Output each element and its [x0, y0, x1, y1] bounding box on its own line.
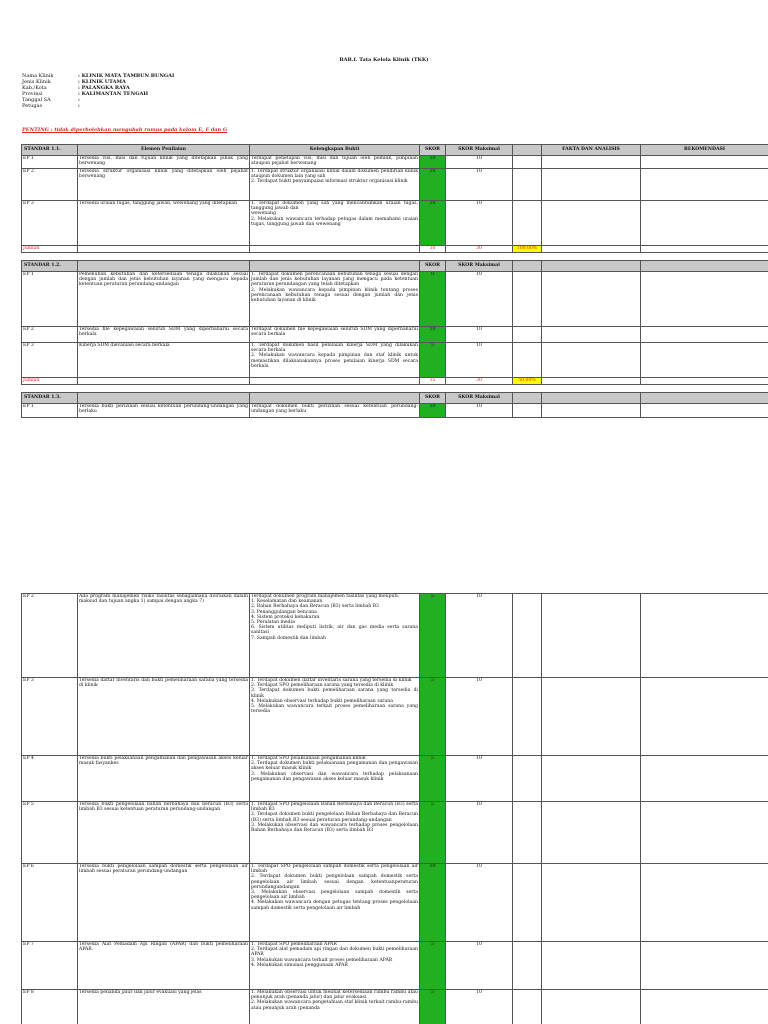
info-value: :: [78, 103, 80, 109]
spacer-row: [22, 253, 768, 261]
ep-cell: EP 5: [22, 802, 78, 864]
document-title: BAB.I. Tata Kelola Klinik (TKK): [339, 57, 429, 63]
elemen-cell: Tersedia uraian tugas, tanggung jawab, wewenang yang ditetapkan: [78, 201, 250, 246]
bukti-cell: Terdapat penetapan visi, misi dan tujuan oleh pemilik, pimpinan ataupun pejabat berwenang: [250, 156, 420, 169]
standard-name: STANDAR 1.3.: [22, 393, 78, 404]
ep-cell: EP 4: [22, 756, 78, 802]
empty-cell: [250, 378, 420, 385]
spacer-cell: [542, 385, 641, 393]
rekomendasi-cell: [641, 201, 768, 246]
empty-cell: [513, 594, 542, 678]
header-skor-maks: SKOR Maksimal: [446, 145, 513, 156]
info-row: [22, 103, 174, 109]
bukti-cell: Terdapat dokumen bukti perizinan sesuai ketentuan perundang-undangan yang berlaku: [250, 404, 420, 418]
max-score-cell: 10: [446, 802, 513, 864]
elemen-cell: Tersedia bukti perizinan sesuai ketentuan perundang-undangan yang berlaku: [78, 404, 250, 418]
header-blank: [250, 261, 420, 272]
info-value: : KALIMANTAN TENGAH: [78, 91, 149, 97]
sum-row: [22, 246, 768, 253]
percentage-badge: 100.00%: [513, 246, 542, 253]
rekomendasi-cell: [641, 327, 768, 343]
score-cell: 10: [420, 404, 446, 418]
rekomendasi-cell: [641, 942, 768, 990]
header-blank: [641, 393, 768, 404]
table-row: [22, 802, 768, 864]
elemen-cell: Tersedia bukti pengelolaan sampah domestik serta pengelolaan air limbah sesuai peraturan perundang-undangan: [78, 864, 250, 942]
table-row: [22, 201, 768, 246]
header-fakta: FAKTA DAN ANALISIS: [542, 145, 641, 156]
empty-cell: [513, 864, 542, 942]
ep-cell: EP 3: [22, 201, 78, 246]
bukti-cell: 1. Terdapat dokumen perencanaan kebutuhan tenaga sesuai dengan jumlah dan jenis kebutuhan layanan yang mengacu pada ketentuan peraturan perundangan yang telah ditetapkan 2. Melakukan wawancara kepada pimpinan klinik tentang proses perencanaan kebutuhan tenaga sesuai dengan jumlah dan jenis kebutuhan layanan di klinik: [250, 272, 420, 327]
standard-name: STANDAR 1.2.: [22, 261, 78, 272]
max-score-cell: 10: [446, 343, 513, 378]
score-cell: 10: [420, 864, 446, 942]
empty-cell: [641, 378, 768, 385]
empty-cell: [513, 272, 542, 327]
rekomendasi-cell: [641, 802, 768, 864]
score-cell: 0: [420, 272, 446, 327]
fakta-cell: [542, 343, 641, 378]
max-score-cell: 10: [446, 594, 513, 678]
info-label: Jenis Klinik: [22, 79, 51, 85]
score-cell: 5: [420, 802, 446, 864]
empty-cell: [78, 378, 250, 385]
empty-cell: [513, 343, 542, 378]
spacer-cell: [641, 253, 768, 261]
spacer-cell: [542, 253, 641, 261]
table-row: [22, 942, 768, 990]
warning-note: PENTING : tidak diperbolehkan mengubah rumus pada kolom E, F dan G: [22, 127, 228, 133]
max-score-cell: 10: [446, 864, 513, 942]
empty-cell: [542, 378, 641, 385]
empty-cell: [513, 169, 542, 201]
elemen-cell: Tersedia file kepegawaian seluruh SDM yang diperbaharui secara berkala: [78, 327, 250, 343]
empty-cell: [513, 156, 542, 169]
rekomendasi-cell: [641, 272, 768, 327]
bukti-cell: 1. Terdapat dokumen hasil penilaian kinerja SDM yang dilakukan secara berkala 2. Melakukan wawancara kepada pimpinan dan staf klinik untuk memastikan dilaksanakannya proses penilaian kinerja SDM secara berkala: [250, 343, 420, 378]
fakta-cell: [542, 802, 641, 864]
score-cell: 10: [420, 327, 446, 343]
spacer-cell: [420, 253, 446, 261]
header-skor: SKOR: [420, 393, 446, 404]
spacer-cell: [420, 385, 446, 393]
spacer-cell: [446, 385, 513, 393]
elemen-cell: Tersedia Alat Pemadam Api Ringan (APAR) dan bukti pemeliharaan APAR.: [78, 942, 250, 990]
fakta-cell: [542, 756, 641, 802]
max-score-cell: 10: [446, 169, 513, 201]
max-score-cell: 10: [446, 201, 513, 246]
elemen-cell: Pemenuhan kebutuhan dan ketersediaan tenaga dilakukan sesuai dengan jumlah dan jenis kebutuhan layanan yang mengacu kepada ketentuan peraturan perundang-undangan: [78, 272, 250, 327]
spacer-row: [22, 385, 768, 393]
info-label: Kab./Kota: [22, 85, 47, 91]
bukti-cell: 1. Terdapat struktur organisasi klinik dalam dokumen pendirian klinik ataupun dokumen lain yang sah 2. Terdapat bukti penyampaian informasi struktur organisasi klinik: [250, 169, 420, 201]
fakta-cell: [542, 201, 641, 246]
table-row: [22, 990, 768, 1024]
info-label: Nama Klinik: [22, 73, 54, 79]
header-blank: [641, 261, 768, 272]
elemen-cell: Tersedia daftar inventaris dan bukti pemeliharaan sarana yang tersedia di klinik: [78, 678, 250, 756]
info-label: Tanggal SA: [22, 97, 51, 103]
score-cell: 5: [420, 942, 446, 990]
max-score-cell: 10: [446, 156, 513, 169]
spacer-cell: [22, 253, 78, 261]
score-cell: 5: [420, 594, 446, 678]
score-cell: 10: [420, 169, 446, 201]
header-skor: SKOR: [420, 145, 446, 156]
fakta-cell: [542, 327, 641, 343]
score-cell: 5: [420, 678, 446, 756]
sum-score: 30: [420, 246, 446, 253]
ep-cell: EP 1: [22, 156, 78, 169]
sum-label: Jumlah: [22, 378, 78, 385]
spacer-cell: [513, 385, 542, 393]
fakta-cell: [542, 404, 641, 418]
max-score-cell: 10: [446, 272, 513, 327]
empty-cell: [641, 246, 768, 253]
fakta-cell: [542, 678, 641, 756]
spacer-cell: [78, 385, 250, 393]
standard-header-row: [22, 261, 768, 272]
rekomendasi-cell: [641, 678, 768, 756]
standard-header-row: [22, 145, 768, 156]
bukti-cell: 1. Terdapat SPO pengelolaan Bahan Berbahaya dan Beracun (B3) serta limbah B3 2. Terdapat dokumen bukti pengelolaan Bahan Berbahaya dan Beracun (B3) serta limbah B3 sesuai peraturan perundang-undangan 3. Melakukan observasi dan wawancara terhadap proses pengelolaan Bahan Berbahaya dan Beracun (B3) serta limbah B3: [250, 802, 420, 864]
table-row: [22, 327, 768, 343]
assessment-table-continued: [21, 593, 768, 1024]
elemen-cell: Tersedia bukti pelaksanaan pengamanan dan pengawasan akses keluar masuk fasyankes: [78, 756, 250, 802]
bukti-cell: 1. Terdapat SPO pengelolaan sampah domestik serta pengelolaan air limbah 2. Terdapat dokumen bukti pengelolaan sampah domestik serta pengelolaan air limbah sesuai dengan ketentuanperaturan perundangundangan 3. Melakukan observasi pengelolaan sampah domestik serta pengelolaan air limbah 4. Melakukan wawancara dengan petugas tentang proses pengelolaan sampah domestik serta pengelolaan air limbah: [250, 864, 420, 942]
table-row: [22, 272, 768, 327]
header-blank: [542, 261, 641, 272]
elemen-cell: Tersedia visi, misi dan tujuan klinik yang ditetapkan pihak yang berwenang: [78, 156, 250, 169]
table-row: [22, 594, 768, 678]
ep-cell: EP 3: [22, 343, 78, 378]
info-value: : KLINIK MATA TAMBUN BUNGAI: [78, 73, 175, 79]
elemen-cell: Tersedia struktur organisasi klinik yang ditetapkan oleh pejabat berwenang: [78, 169, 250, 201]
page-1: [0, 0, 768, 480]
empty-cell: [513, 678, 542, 756]
spacer-cell: [78, 253, 250, 261]
ep-cell: EP 7: [22, 942, 78, 990]
sum-max-score: 30: [446, 378, 513, 385]
empty-cell: [513, 942, 542, 990]
sum-row: [22, 378, 768, 385]
spacer-cell: [250, 385, 420, 393]
score-cell: 10: [420, 201, 446, 246]
bukti-cell: Terdapat dokumen file kepegawaian seluruh SDM yang diperbaharui secara berkala: [250, 327, 420, 343]
table-row: [22, 404, 768, 418]
empty-cell: [513, 990, 542, 1024]
rekomendasi-cell: [641, 343, 768, 378]
header-skor-maks: SKOR Maksimal: [446, 261, 513, 272]
ep-cell: EP 8: [22, 990, 78, 1024]
table-row: [22, 864, 768, 942]
empty-cell: [250, 246, 420, 253]
ep-cell: EP 2: [22, 594, 78, 678]
table-row: [22, 156, 768, 169]
empty-cell: [542, 246, 641, 253]
sum-label: Jumlah: [22, 246, 78, 253]
fakta-cell: [542, 942, 641, 990]
header-bukti: Kelengkapan Bukti: [250, 145, 420, 156]
header-blank: [542, 393, 641, 404]
header-elemen: Elemen Penilaian: [78, 145, 250, 156]
header-blank: [513, 393, 542, 404]
bukti-cell: 1. Terdapat SPO pelaksanaan pengamanan klinik 2. Terdapat dokumen bukti pelaksanaan pengamanan dan pengawasan akses keluar masuk klinik 3. Melakukan observasi dan wawancara terhadap pelaksanaan pengamanan dan pengawasan akses keluar masuk klinik: [250, 756, 420, 802]
header-skor-maks: SKOR Maksimal: [446, 393, 513, 404]
bukti-cell: 1. Terdapat dokumen yang sah yang mencantumkan uraian tugas, tanggung jawab dan wewenang 2. Melakukan wawancara terhadap petugas dalam memahami uraian tugas, tanggung jawab dan wewenang: [250, 201, 420, 246]
bukti-cell: 1. Melakukan observasi untuk melihat ketersediaan rambu rambu atau penunjuk arah (penanda jalur) dan jalur evakuasi 2. Melakukan wawancara pengetahuan staf klinik terkait rambu-rambu atau penunjuk arah (penanda: [250, 990, 420, 1024]
header-blank: [513, 145, 542, 156]
rekomendasi-cell: [641, 864, 768, 942]
ep-cell: EP 2: [22, 327, 78, 343]
sum-score: 15: [420, 378, 446, 385]
fakta-cell: [542, 594, 641, 678]
fakta-cell: [542, 169, 641, 201]
max-score-cell: 10: [446, 756, 513, 802]
bukti-cell: 1. Terdapat dokumen daftar inventaris sarana yang tersedia di klinik 2. Terdapat SPO pemeliharaan sarana yang tersedia di klinik 3. Terdapat dokumen bukti pemeliharaan sarana yang tersedia di klinik 4. Melakukan observasi terhadap bukti pemeliharaan sarana 5. Melakukan wawancara terkait proses pemeliharaan sarana yang tersedia: [250, 678, 420, 756]
header-rekomendasi: REKOMENDASI: [641, 145, 768, 156]
max-score-cell: 10: [446, 327, 513, 343]
percentage-badge: 50.00%: [513, 378, 542, 385]
empty-cell: [513, 404, 542, 418]
header-blank: [78, 261, 250, 272]
ep-cell: EP 1: [22, 404, 78, 418]
spacer-cell: [22, 385, 78, 393]
standard-name: STANDAR 1.1.: [22, 145, 78, 156]
info-value: : KLINIK UTAMA: [78, 79, 126, 85]
rekomendasi-cell: [641, 756, 768, 802]
elemen-cell: Tersedia bukti pengelolaan bahan berbahaya dan beracun (B3) serta limbah B3 sesuai ketentuan peraturan perundang-undangan: [78, 802, 250, 864]
ep-cell: EP 3: [22, 678, 78, 756]
table-row: [22, 756, 768, 802]
sum-max-score: 30: [446, 246, 513, 253]
spacer-cell: [641, 385, 768, 393]
elemen-cell: Tersedia penanda jalur dan jalur evakuasi yang jelas: [78, 990, 250, 1024]
rekomendasi-cell: [641, 594, 768, 678]
header-blank: [78, 393, 250, 404]
table-row: [22, 678, 768, 756]
ep-cell: EP 2: [22, 169, 78, 201]
elemen-cell: Ada program manajemen risiko fasilitas sebagaimana diuraikan dalam maksud dan tujuan angka 1) sampai dengan angka 7): [78, 594, 250, 678]
rekomendasi-cell: [641, 169, 768, 201]
header-skor: SKOR: [420, 261, 446, 272]
max-score-cell: 10: [446, 990, 513, 1024]
score-cell: 5: [420, 343, 446, 378]
clinic-info: [22, 73, 174, 109]
info-value: :: [78, 97, 80, 103]
ep-cell: EP 6: [22, 864, 78, 942]
empty-cell: [513, 756, 542, 802]
bukti-cell: Terdapat dokumen program manajemen fasilitas yang meliputi: 1. Keselamatan dan keamanan 2. Bahan Berbahaya dan Beracun (B3) serta limbah B3 3. Penanggulangan bencana 4. Sistem proteksi kebakaran 5. Peralatan media 6. Sistem utilitas meliputi listrik, air dan gas media serta sarana sanitasi 7. Sampah domestik dan limbah: [250, 594, 420, 678]
page-2: [0, 590, 768, 1024]
fakta-cell: [542, 156, 641, 169]
score-cell: 10: [420, 156, 446, 169]
max-score-cell: 10: [446, 404, 513, 418]
bukti-cell: 1. Terdapat SPO pemeliharaan APAR 2. Terdapat alat pemadam api ringan dan dokumen bukti pemeliharaan APAR 3. Melakukan wawancara terkait proses pemeliharaan APAR 4. Melakukan simulasi penggunaan APAR: [250, 942, 420, 990]
empty-cell: [513, 327, 542, 343]
assessment-table: [21, 144, 768, 418]
score-cell: 5: [420, 990, 446, 1024]
ep-cell: EP 1: [22, 272, 78, 327]
info-value: : PALANGKA RAYA: [78, 85, 130, 91]
elemen-cell: Kinerja SDM dievaluasi secara berkala: [78, 343, 250, 378]
spacer-cell: [446, 253, 513, 261]
max-score-cell: 10: [446, 678, 513, 756]
table-row: [22, 169, 768, 201]
empty-cell: [513, 201, 542, 246]
score-cell: 5: [420, 756, 446, 802]
empty-cell: [513, 802, 542, 864]
header-blank: [250, 393, 420, 404]
standard-header-row: [22, 393, 768, 404]
header-blank: [513, 261, 542, 272]
empty-cell: [78, 246, 250, 253]
table-row: [22, 343, 768, 378]
rekomendasi-cell: [641, 404, 768, 418]
info-label: Provinsi: [22, 91, 43, 97]
spacer-cell: [250, 253, 420, 261]
spacer-cell: [513, 253, 542, 261]
fakta-cell: [542, 864, 641, 942]
rekomendasi-cell: [641, 990, 768, 1024]
fakta-cell: [542, 990, 641, 1024]
fakta-cell: [542, 272, 641, 327]
max-score-cell: 10: [446, 942, 513, 990]
info-label: Petugas: [22, 103, 43, 109]
rekomendasi-cell: [641, 156, 768, 169]
